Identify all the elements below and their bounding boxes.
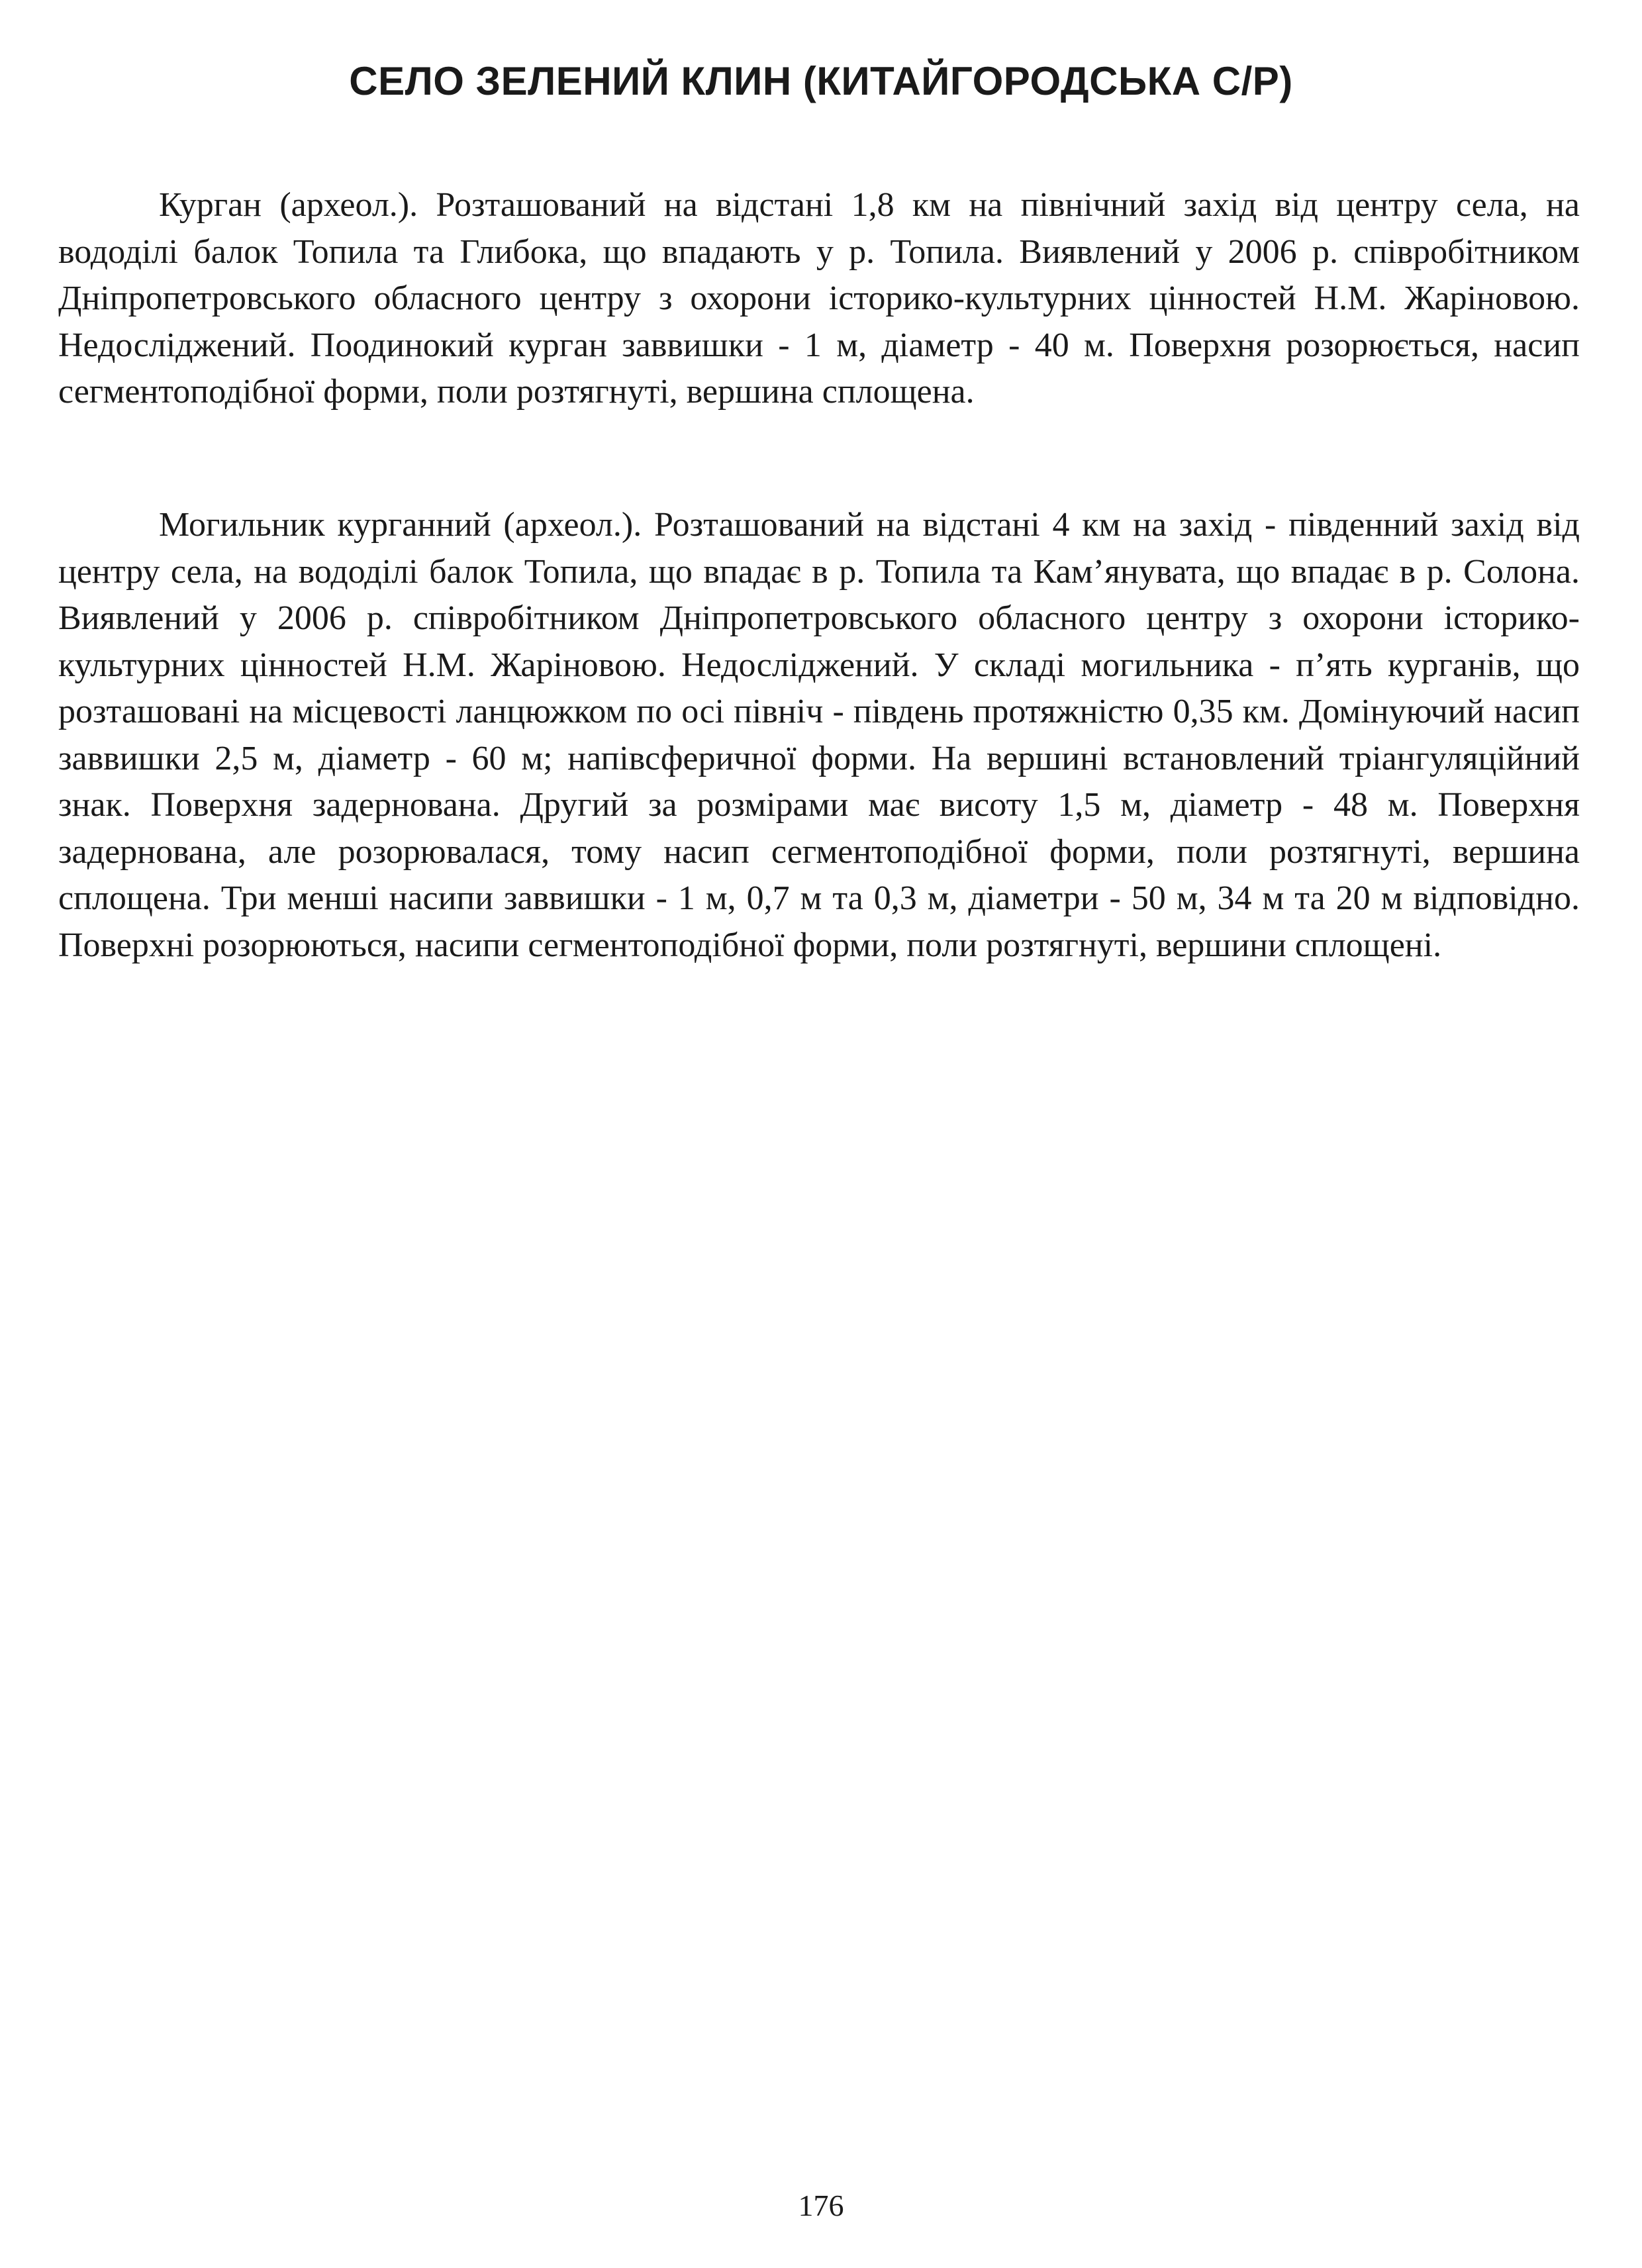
- paragraph-kurgan: Курган (археол.). Розташований на відстані 1,8 км на північний захід від центру села, на вододілі балок Топила та Глибока, що впадають у р. Топила. Виявлений у 2006 р. співробітником Дніпропетровського обласного центру з охорони історико-культурних цінностей Н.М. Жаріновою. Недосліджений. Поодинокий курган заввишки - 1 м, діаметр - 40 м. Поверхня розорюється, насип сегментоподібної форми, поли розтягнуті, вершина сплощена.: [58, 186, 1580, 411]
- page-title: СЕЛО ЗЕЛЕНИЙ КЛИН (КИТАЙГОРОДСЬКА С/Р): [349, 59, 1293, 103]
- page-number: 176: [798, 2189, 844, 2222]
- paragraph-mohylnyk: Могильник курганний (археол.). Розташований на відстані 4 км на захід - південний захід від центру села, на вододілі балок Топила, що впадає в р. Топила та Кам’янувата, що впадає в р. Солона. Виявлений у 2006 р. співробітником Дніпропетровського обласного центру з охорони історико-культурних цінностей Н.М. Жаріновою. Недосліджений. У складі могильника - п’ять курганів, що розташовані на місцевості ланцюжком по осі північ - південь протяжністю 0,35 км. Домінуючий насип заввишки 2,5 м, діаметр - 60 м; напівсферичної форми. На вершині встановлений тріангуляційний знак. Поверхня задернована. Другий за розмірами має висоту 1,5 м, діаметр - 48 м. Поверхня задернована, але розорювалася, тому насип сегментоподібної форми, поли розтягнуті, вершина сплощена. Три менші насипи заввишки - 1 м, 0,7 м та 0,3 м, діаметри - 50 м, 34 м та 20 м відповідно. Поверхні розорюються, насипи сегментоподібної форми, поли розтягнуті, вершини сплощені.: [58, 506, 1580, 964]
